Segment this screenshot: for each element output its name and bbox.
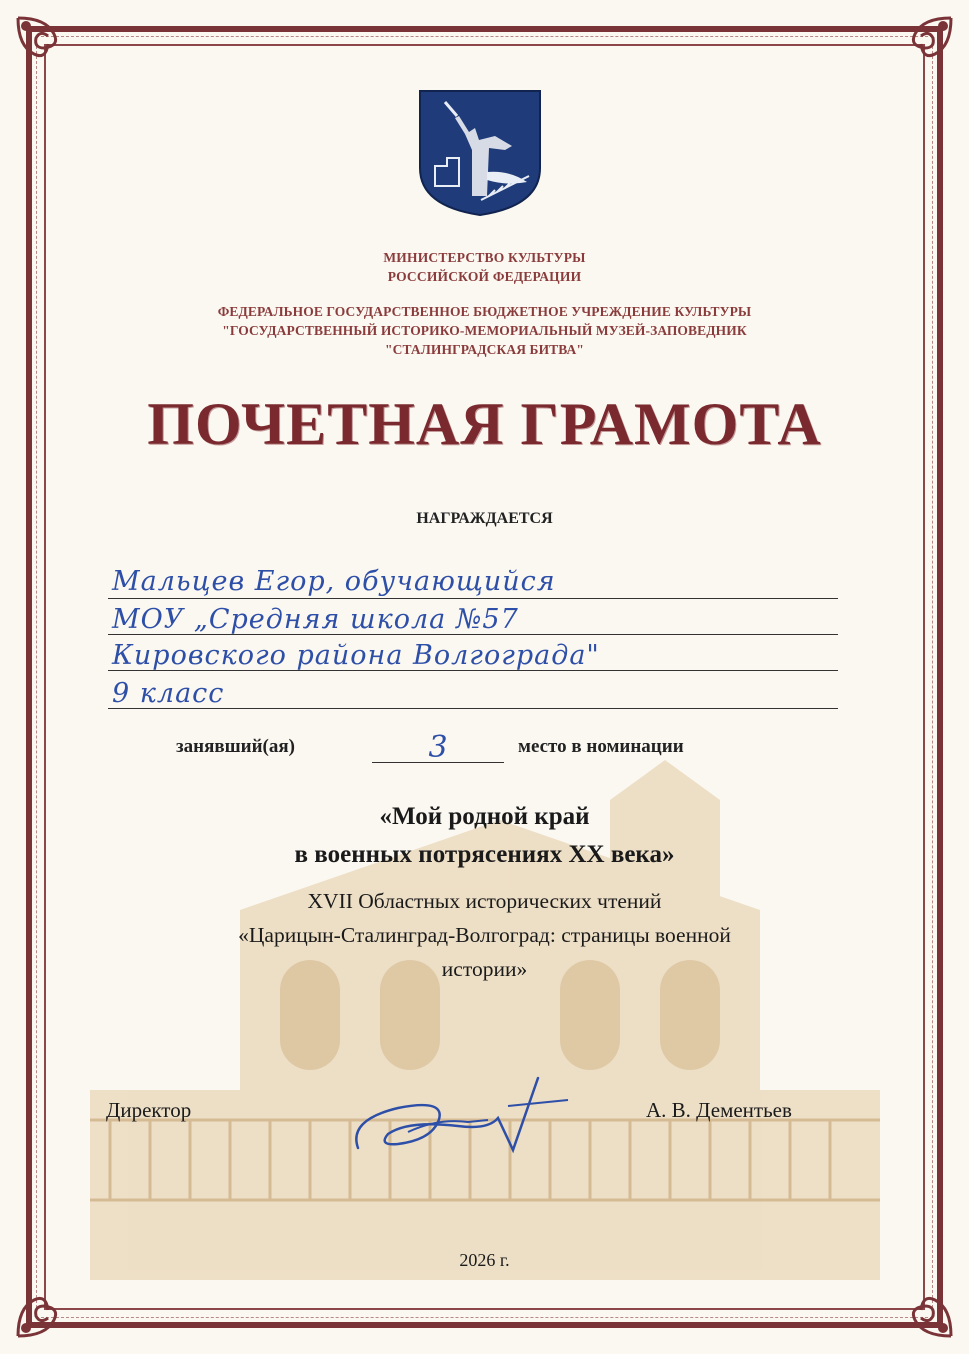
recipient-line-4: 9 класс	[112, 678, 225, 709]
place-row	[0, 730, 969, 764]
institution-line-2: "ГОСУДАРСТВЕННЫЙ ИСТОРИКО-МЕМОРИАЛЬНЫЙ МУЗЕЙ-ЗАПОВЕДНИК	[222, 323, 747, 338]
recipient-line-2: МОУ „Средняя школа №57	[112, 604, 519, 635]
awarded-label: НАГРАЖДАЕТСЯ	[416, 510, 553, 527]
nomination-line-1: «Мой родной край	[379, 803, 590, 830]
recipient-underline	[108, 598, 838, 599]
institution-line-1: ФЕДЕРАЛЬНОЕ ГОСУДАРСТВЕННОЕ БЮДЖЕТНОЕ УЧРЕЖДЕНИЕ КУЛЬТУРЫ	[217, 304, 752, 319]
institution-heading	[0, 302, 969, 359]
director-signature	[338, 1060, 578, 1180]
recipient-line-1: Мальцев Егор, обучающийся	[112, 566, 556, 597]
corner-ornament-icon	[14, 1276, 78, 1340]
issue-year: 2026 г.	[459, 1250, 510, 1270]
ministry-heading	[0, 248, 969, 286]
nomination-line-2: в военных потрясениях XX века»	[294, 841, 675, 868]
ministry-line-1: МИНИСТЕРСТВО КУЛЬТУРЫ	[383, 250, 586, 265]
event-line-3: истории»	[441, 957, 528, 981]
recipient-line-3: Кировского района Волгограда"	[112, 640, 600, 671]
ministry-line-2: РОССИЙСКОЙ ФЕДЕРАЦИИ	[387, 269, 582, 284]
event-line-1: XVII Областных исторических чтений	[307, 889, 662, 913]
place-prefix: занявший(ая)	[176, 736, 295, 757]
corner-ornament-icon	[14, 14, 78, 78]
corner-ornament-icon	[891, 1276, 955, 1340]
event-line-2: «Царицын-Сталинград-Волгоград: страницы военной	[238, 923, 731, 947]
recipient-underline	[108, 670, 838, 671]
corner-ornament-icon	[891, 14, 955, 78]
place-value: 3	[428, 730, 448, 765]
volgograd-coat-of-arms-icon	[417, 88, 543, 218]
signatory-name: А. В. Дементьев	[646, 1098, 792, 1122]
nomination-title	[0, 798, 969, 874]
institution-line-3: "СТАЛИНГРАДСКАЯ БИТВА"	[385, 342, 584, 357]
event-description	[0, 884, 969, 986]
certificate-title: ПОЧЕТНАЯ ГРАМОТА	[147, 391, 822, 457]
recipient-underline	[108, 708, 838, 709]
recipient-underline	[108, 634, 838, 635]
signatory-role: Директор	[106, 1098, 192, 1122]
place-suffix: место в номинации	[518, 736, 684, 757]
